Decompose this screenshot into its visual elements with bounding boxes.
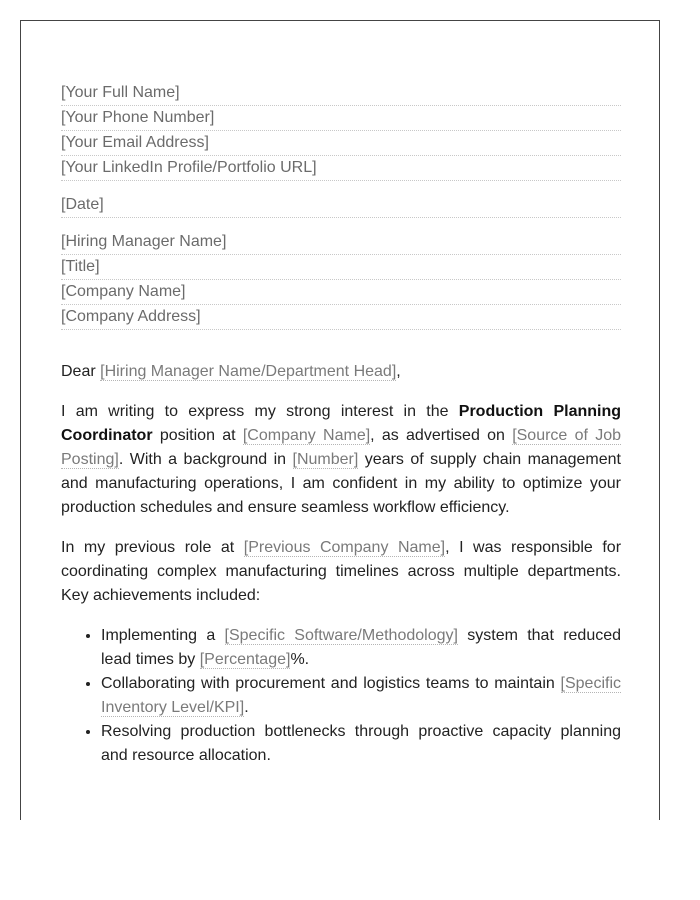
achievement-2-text-2: . xyxy=(244,699,249,716)
salutation-suffix: , xyxy=(396,363,401,380)
company-name-placeholder[interactable]: [Company Name] xyxy=(242,427,371,444)
achievement-1-text-2: system that reduced lead times by xyxy=(101,627,622,668)
achievement-item xyxy=(101,624,621,672)
achievement-1-text-1: Implementing a xyxy=(101,627,225,644)
sender-phone[interactable]: [Your Phone Number] xyxy=(61,106,621,131)
sender-linkedin-url[interactable]: [Your LinkedIn Profile/Portfolio URL] xyxy=(61,156,621,181)
sender-block xyxy=(61,81,621,181)
achievements-list xyxy=(61,624,621,768)
intro-paragraph xyxy=(61,400,621,520)
sender-full-name[interactable]: [Your Full Name] xyxy=(61,81,621,106)
job-role: Production Planning Coordinator xyxy=(61,403,622,444)
intro-text-4: . With a background in xyxy=(118,451,293,468)
salutation-prefix: Dear xyxy=(61,363,101,380)
letter-content xyxy=(61,81,621,768)
salutation xyxy=(61,360,621,384)
experience-text-2: , I was responsible for coordinating complex manufacturing timelines across multiple departments. Key achievements included: xyxy=(61,539,622,604)
recipient-title[interactable]: [Title] xyxy=(61,255,621,280)
recipient-company-name[interactable]: [Company Name] xyxy=(61,280,621,305)
inventory-kpi-placeholder[interactable]: [Specific Inventory Level/KPI] xyxy=(101,675,621,716)
software-methodology-placeholder[interactable]: [Specific Software/Methodology] xyxy=(224,627,458,644)
intro-text-1: I am writing to express my strong interest in the xyxy=(61,403,459,420)
achievement-1-text-3: %. xyxy=(290,651,310,668)
percentage-placeholder[interactable]: [Percentage] xyxy=(199,651,291,668)
recipient-manager-name[interactable]: [Hiring Manager Name] xyxy=(61,230,621,255)
previous-company-placeholder[interactable]: [Previous Company Name] xyxy=(243,539,446,556)
intro-text-5: years of supply chain management and manufacturing operations, I am confident in my ability to optimize your production schedules and ensure seamless workflow efficiency. xyxy=(61,451,621,516)
letter-page xyxy=(20,20,660,820)
salutation-name-placeholder[interactable]: [Hiring Manager Name/Department Head] xyxy=(100,363,397,380)
experience-text-1: In my previous role at xyxy=(61,539,244,556)
achievement-item xyxy=(101,720,621,768)
achievement-3-text: Resolving production bottlenecks through proactive capacity planning and resource allocation. xyxy=(101,723,621,764)
experience-paragraph xyxy=(61,536,621,608)
intro-text-2: position at xyxy=(152,427,243,444)
recipient-block xyxy=(61,230,621,330)
recipient-company-address[interactable]: [Company Address] xyxy=(61,305,621,330)
job-source-placeholder[interactable]: [Source of Job Posting] xyxy=(61,427,621,468)
intro-text-3: , as advertised on xyxy=(370,427,513,444)
achievement-item xyxy=(101,672,621,720)
letter-date[interactable]: [Date] xyxy=(61,193,621,218)
sender-email[interactable]: [Your Email Address] xyxy=(61,131,621,156)
years-number-placeholder[interactable]: [Number] xyxy=(292,451,359,468)
achievement-2-text-1: Collaborating with procurement and logistics teams to maintain xyxy=(101,675,561,692)
